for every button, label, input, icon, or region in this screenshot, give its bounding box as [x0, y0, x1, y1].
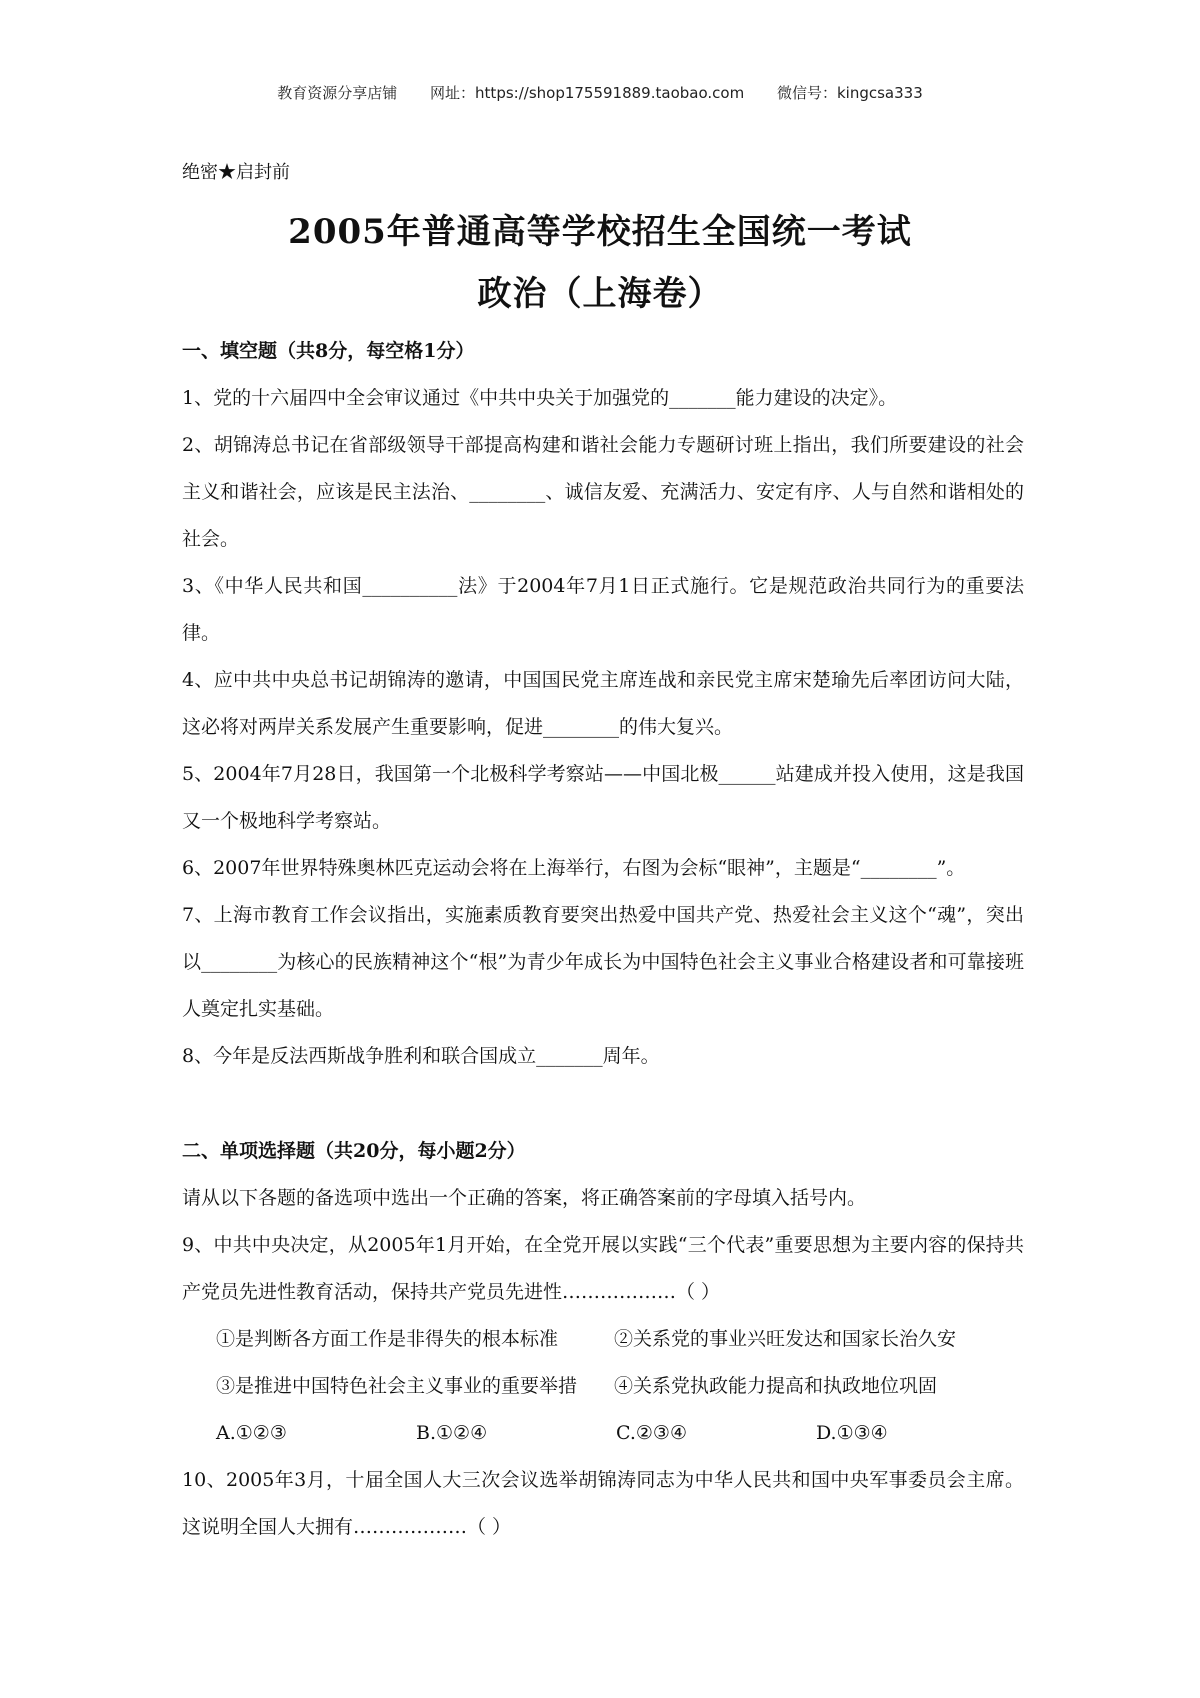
shop-name: 教育资源分享店铺	[277, 84, 398, 102]
q9-statement-1: ①是判断各方面工作是非得失的根本标准	[216, 1328, 559, 1350]
exam-title: 2005年普通高等学校招生全国统一考试	[288, 212, 912, 252]
section2-instruction: 请从以下各题的备选项中选出一个正确的答案，将正确答案前的字母填入括号内。	[182, 1187, 867, 1209]
question-5: 5、2004年7月28日，我国第一个北极科学考察站——中国北极______站建成并投入使用，这是我国又一个极地科学考察站。	[182, 763, 1024, 832]
question-8: 8、今年是反法西斯战争胜利和联合国成立_______周年。	[182, 1045, 660, 1067]
question-1: 1、党的十六届四中全会审议通过《中共中央关于加强党的_______能力建设的决定》。	[182, 387, 898, 409]
q9-statements-row2	[182, 1363, 1024, 1410]
exam-subtitle: 政治（上海卷）	[477, 274, 723, 314]
q9-statement-4: ④关系党执政能力提高和执政地位巩固	[614, 1375, 938, 1397]
q9-options	[182, 1410, 1024, 1457]
question-10: 10、2005年3月，十届全国人大三次会议选举胡锦涛同志为中华人民共和国中央军事委员会主席。这说明全国人大拥有………………（ ）	[182, 1469, 1024, 1538]
question-4: 4、应中共中央总书记胡锦涛的邀请，中国国民党主席连战和亲民党主席宋楚瑜先后率团访问大陆，这必将对两岸关系发展产生重要影响，促进________的伟大复兴。	[182, 669, 1024, 738]
q9-statement-2: ②关系党的事业兴旺发达和国家长治久安	[614, 1328, 957, 1350]
q9-option-c: C.②③④	[616, 1422, 687, 1444]
question-6: 6、2007年世界特殊奥林匹克运动会将在上海举行，右图为会标“眼神”，主题是“________”。	[182, 857, 966, 879]
q9-statements-row1	[182, 1316, 1024, 1363]
section1-heading: 一、填空题（共8分，每空格1分）	[182, 340, 475, 362]
q9-statement-3: ③是推进中国特色社会主义事业的重要举措	[216, 1375, 578, 1397]
shop-url: 网址：https://shop175591889.taobao.com	[430, 84, 745, 102]
page-header	[0, 82, 1200, 103]
q9-option-b: B.①②④	[416, 1422, 488, 1444]
exam-content	[182, 328, 1024, 1551]
question-3: 3、《中华人民共和国__________法》于2004年7月1日正式施行。它是规范政治共同行为的重要法律。	[182, 575, 1024, 644]
question-7: 7、上海市教育工作会议指出，实施素质教育要突出热爱中国共产党、热爱社会主义这个“魂”，突出以________为核心的民族精神这个“根”为青少年成长为中国特色社会主义事业合格建设者和可靠接班人奠定扎实基础。	[182, 904, 1024, 1020]
q9-option-d: D.①③④	[816, 1422, 888, 1444]
wechat-id: 微信号：kingcsa333	[776, 84, 923, 102]
section2-heading: 二、单项选择题（共20分，每小题2分）	[182, 1140, 526, 1162]
question-2: 2、胡锦涛总书记在省部级领导干部提高构建和谐社会能力专题研讨班上指出，我们所要建设的社会主义和谐社会，应该是民主法治、________、诚信友爱、充满活力、安定有序、人与自然和谐相处的社会。	[182, 434, 1024, 550]
section-spacer	[182, 1080, 1024, 1128]
question-9: 9、中共中央决定，从2005年1月开始，在全党开展以实践“三个代表”重要思想为主要内容的保持共产党员先进性教育活动，保持共产党员先进性………………（ ）	[182, 1234, 1024, 1303]
secret-label: 绝密★启封前	[182, 162, 290, 183]
q9-option-a: A.①②③	[216, 1422, 287, 1444]
